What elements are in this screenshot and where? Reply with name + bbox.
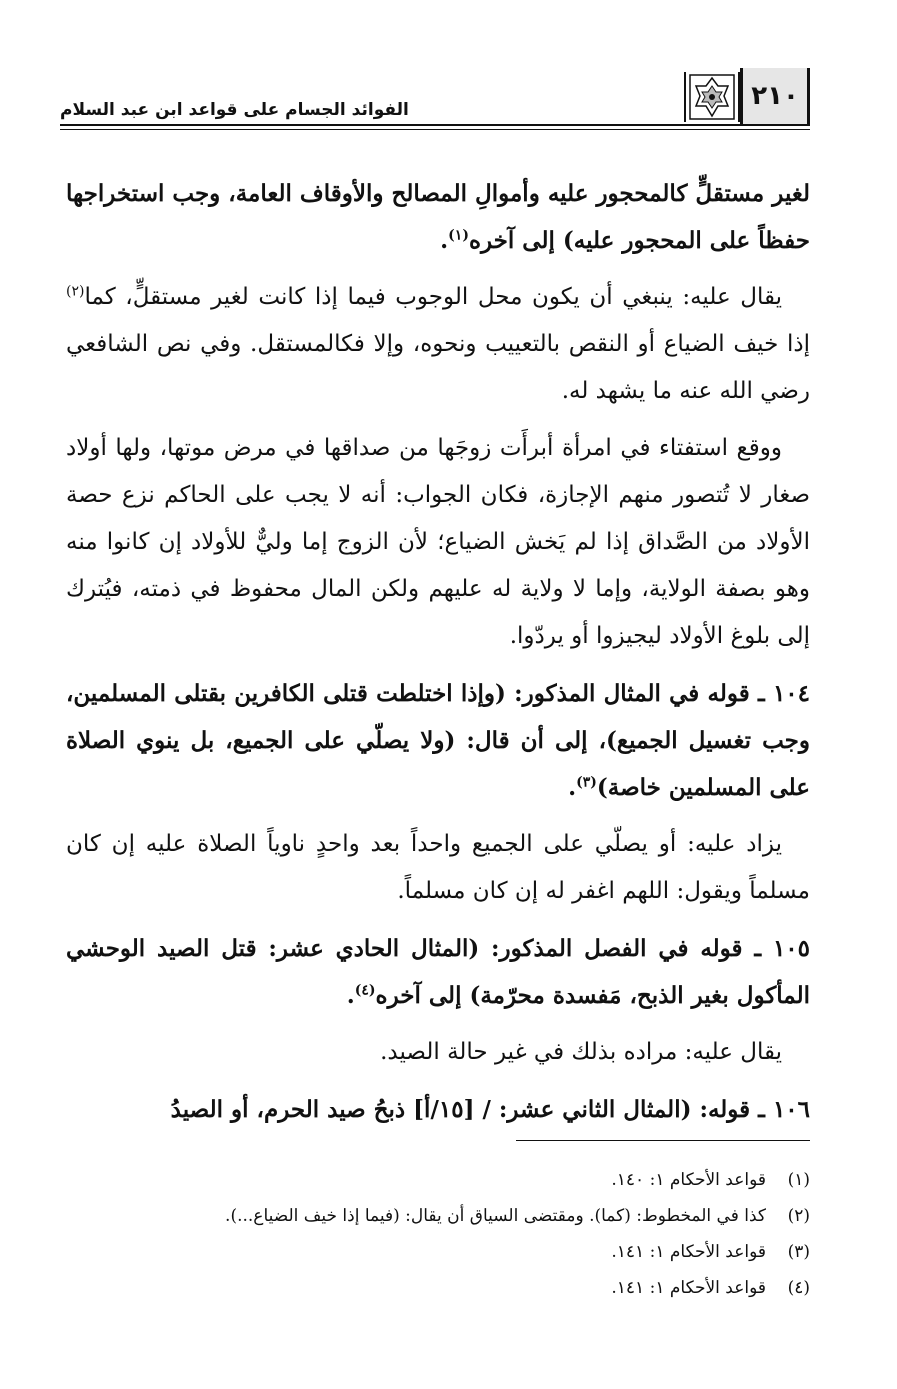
paragraph: ١٠٥ ـ قوله في الفصل المذكور: (المثال الحادي عشر: قتل الصيد الوحشي المأكول بغير الذبح، مَفسدة محرّمة) إلى آخره$^{(٤)}$. <box>66 935 810 1009</box>
paragraph: يقال عليه: ينبغي أن يكون محل الوجوب فيما إذا كانت لغير مستقلٍّ، كما$^{(٢)}$ إذا خيف الضياع أو النقص بالتعييب ونحوه، وإلا فكالمستقل. وفي نص الشافعي رضي الله عنه ما يشهد له. <box>66 283 810 404</box>
footnote: (٣)قواعد الأحكام ١: ١٤١. <box>611 1242 810 1262</box>
footnote-ref: (٢) <box>66 283 85 300</box>
paragraph: ١٠٤ ـ قوله في المثال المذكور: (وإذا اختلطت قتلى الكافرين بقتلى المسلمين، وجب تغسيل الجميع)، إلى أن قال: (ولا يصلّي على الجميع، بل ينوي الصلاة على المسلمين خاصة)$^{(٣)}$. <box>66 680 810 801</box>
running-title: الفوائد الجسام على قواعد ابن عبد السلام <box>60 100 409 120</box>
main-text <box>66 170 810 1143</box>
header-rule <box>60 124 810 126</box>
paragraph: ١٠٦ ـ قوله: (المثال الثاني عشر: / [١٥/أ] ذبحُ صيد الحرم، أو الصيدُ <box>170 1096 810 1123</box>
page-header <box>60 68 810 130</box>
footnote-ref: (١) <box>448 227 469 244</box>
footnote-ref: (٤) <box>354 982 376 999</box>
ornament-icon <box>684 72 740 122</box>
header-rule-thin <box>60 129 810 130</box>
footnotes <box>90 1162 810 1306</box>
paragraph: لغير مستقلٍّ كالمحجور عليه وأموالِ المصالح والأوقاف العامة، وجب استخراجها حفظاً على المحجور عليه) إلى آخره$^{(١)}$. <box>66 180 810 254</box>
footnote: (٤)قواعد الأحكام ١: ١٤١. <box>611 1278 810 1298</box>
paragraph: يزاد عليه: أو يصلّي على الجميع واحداً بعد واحدٍ ناوياً الصلاة عليه إن كان مسلماً ويقول: اللهم اغفر له إن كان مسلماً. <box>66 831 810 904</box>
paragraph: يقال عليه: مراده بذلك في غير حالة الصيد. <box>380 1039 782 1065</box>
paragraph: ووقع استفتاء في امرأة أبرأَت زوجَها من صداقها في مرض موتها، ولها أولاد صغار لا تُتصور منهم الإجازة، فكان الجواب: أنه لا يجب على الحاكم نزع حصة الأولاد من الصَّداق إذا لم يَخش الضياع؛ لأن الزوج إما وليٌّ للأولاد إن كانوا منه وهو بصفة الولاية، وإما لا ولاية له عليهم ولكن المال محفوظ في ذمته، فيُترك إلى بلوغ الأولاد ليجيزوا أو يردّوا. <box>66 435 810 649</box>
footnote: (٢)كذا في المخطوط: (كما). ومقتضى السياق أن يقال: (فيما إذا خيف الضياع...). <box>225 1206 810 1226</box>
page-number: ٢١٠ <box>740 68 810 124</box>
footnote: (١)قواعد الأحكام ١: ١٤٠. <box>611 1170 810 1190</box>
footnote-separator <box>516 1140 810 1141</box>
footnote-ref: (٣) <box>576 774 597 791</box>
